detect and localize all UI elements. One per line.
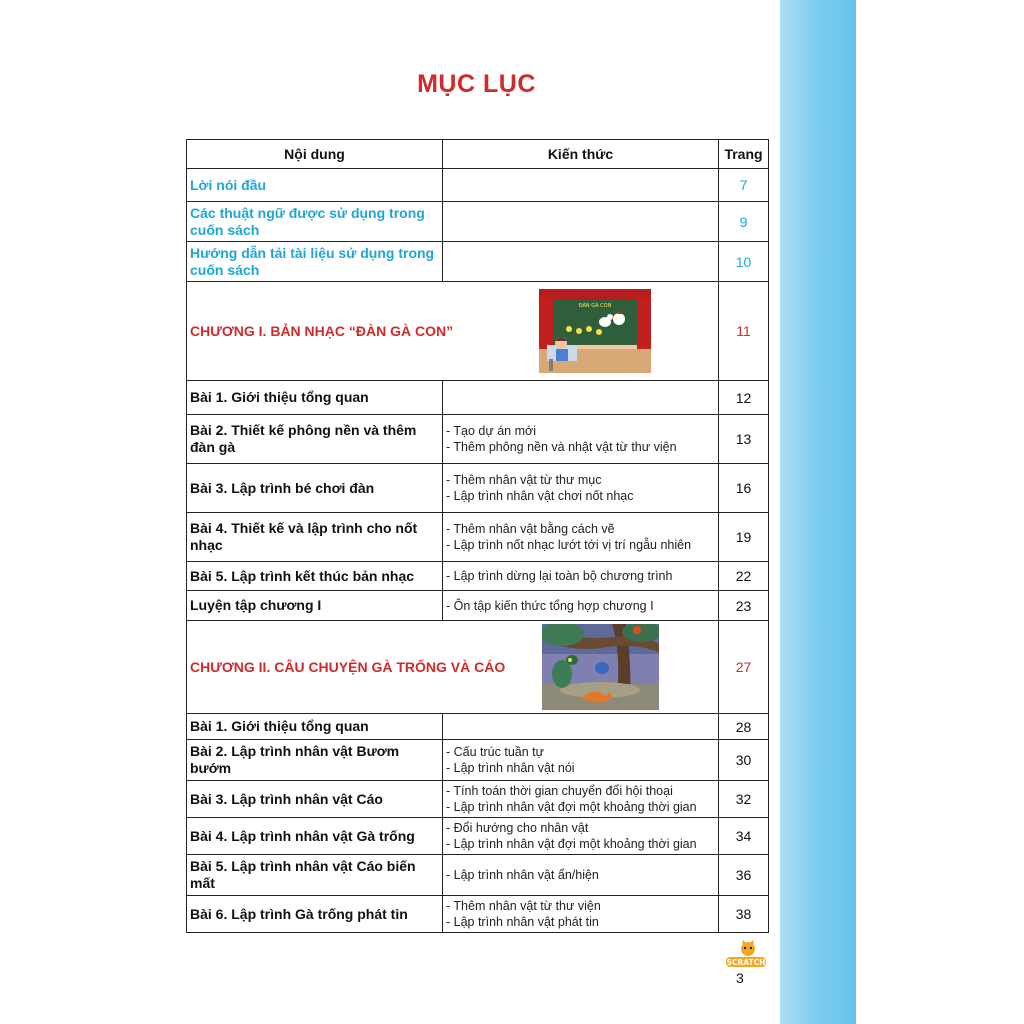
lesson-page[interactable]: 30 xyxy=(719,740,769,781)
lesson-page[interactable]: 36 xyxy=(719,855,769,896)
table-row[interactable] xyxy=(187,781,769,818)
table-row[interactable] xyxy=(187,740,769,781)
lesson-knowledge xyxy=(443,714,719,740)
knowledge-item: - Lập trình nhân vật ẩn/hiện xyxy=(446,868,599,882)
lesson-knowledge xyxy=(443,513,719,562)
knowledge-item: - Thêm nhân vật bằng cách vẽ xyxy=(446,522,615,536)
lesson-knowledge xyxy=(443,896,719,933)
front-page[interactable]: 9 xyxy=(719,202,769,242)
knowledge-item: - Thêm phông nền và nhật vật từ thư viện xyxy=(446,440,677,454)
knowledge-item: - Thêm nhân vật từ thư mục xyxy=(446,473,602,487)
lesson-page[interactable]: 13 xyxy=(719,415,769,464)
lesson-page[interactable]: 32 xyxy=(719,781,769,818)
lesson-knowledge xyxy=(443,562,719,591)
lesson-page[interactable]: 22 xyxy=(719,562,769,591)
front-knowledge xyxy=(443,242,719,282)
chapter-2-illustration xyxy=(542,624,659,710)
table-row-front-2[interactable] xyxy=(187,202,769,242)
toc-table xyxy=(186,139,769,933)
page-number: 3 xyxy=(736,970,744,986)
front-page[interactable]: 7 xyxy=(719,169,769,202)
lesson-knowledge xyxy=(443,464,719,513)
chapter-1-illustration xyxy=(539,289,651,373)
table-row[interactable] xyxy=(187,464,769,513)
knowledge-item: - Lập trình nhân vật đợi một khoảng thời gian xyxy=(446,837,697,851)
lesson-title[interactable]: Bài 5. Lập trình nhân vật Cáo biến mất xyxy=(187,855,443,896)
knowledge-item: - Lập trình dừng lại toàn bộ chương trình xyxy=(446,569,673,583)
lesson-knowledge xyxy=(443,855,719,896)
knowledge-item: - Lập trình nốt nhạc lướt tới vị trí ngẫu nhiên xyxy=(446,538,692,552)
table-row[interactable] xyxy=(187,714,769,740)
lesson-title[interactable]: Bài 4. Lập trình nhân vật Gà trống xyxy=(187,818,443,855)
table-row-front-3[interactable] xyxy=(187,242,769,282)
page-title: MỤC LỤC xyxy=(417,70,536,98)
chapter-1-title[interactable]: CHƯƠNG I. BẢN NHẠC “ĐÀN GÀ CON” xyxy=(190,323,454,339)
lesson-page[interactable]: 19 xyxy=(719,513,769,562)
knowledge-item: - Tính toán thời gian chuyển đổi hội thoại xyxy=(446,784,673,798)
table-row[interactable] xyxy=(187,381,769,415)
front-page[interactable]: 10 xyxy=(719,242,769,282)
knowledge-item: - Lập trình nhân vật phát tin xyxy=(446,915,599,929)
lesson-page[interactable]: 28 xyxy=(719,714,769,740)
chapter-2-page[interactable]: 27 xyxy=(719,621,769,714)
chapter-2-title[interactable]: CHƯƠNG II. CÂU CHUYỆN GÀ TRỐNG VÀ CÁO xyxy=(190,659,506,675)
chapter-1-page[interactable]: 11 xyxy=(719,282,769,381)
front-title[interactable]: Lời nói đầu xyxy=(187,169,443,202)
chapter-2-cell[interactable] xyxy=(187,621,719,714)
front-knowledge xyxy=(443,202,719,242)
table-row-front-1[interactable] xyxy=(187,169,769,202)
knowledge-item: - Lập trình nhân vật chơi nốt nhạc xyxy=(446,489,634,503)
lesson-title[interactable]: Bài 4. Thiết kế và lập trình cho nốt nhạc xyxy=(187,513,443,562)
lesson-page[interactable]: 23 xyxy=(719,591,769,621)
front-title[interactable]: Hướng dẫn tải tài liệu sử dụng trong cuốn sách xyxy=(187,242,443,282)
knowledge-item: - Thêm nhân vật từ thư viện xyxy=(446,899,601,913)
lesson-title[interactable]: Bài 1. Giới thiệu tổng quan xyxy=(187,381,443,415)
header-knowledge: Kiến thức xyxy=(443,140,719,169)
header-content: Nội dung xyxy=(187,140,443,169)
lesson-title[interactable]: Bài 3. Lập trình bé chơi đàn xyxy=(187,464,443,513)
lesson-title[interactable]: Luyện tập chương I xyxy=(187,591,443,621)
lesson-knowledge xyxy=(443,781,719,818)
table-row[interactable] xyxy=(187,513,769,562)
lesson-knowledge xyxy=(443,381,719,415)
table-row[interactable] xyxy=(187,855,769,896)
table-row[interactable] xyxy=(187,415,769,464)
lesson-title[interactable]: Bài 3. Lập trình nhân vật Cáo xyxy=(187,781,443,818)
lesson-page[interactable]: 34 xyxy=(719,818,769,855)
lesson-title[interactable]: Bài 6. Lập trình Gà trống phát tin xyxy=(187,896,443,933)
table-row-chapter-2[interactable] xyxy=(187,621,769,714)
table-row[interactable] xyxy=(187,562,769,591)
lesson-title[interactable]: Bài 2. Thiết kế phông nền và thêm đàn gà xyxy=(187,415,443,464)
front-title[interactable]: Các thuật ngữ được sử dụng trong cuốn sách xyxy=(187,202,443,242)
table-row[interactable] xyxy=(187,896,769,933)
knowledge-item: - Ôn tập kiến thức tổng hợp chương I xyxy=(446,598,654,613)
front-knowledge xyxy=(443,169,719,202)
lesson-knowledge xyxy=(443,818,719,855)
knowledge-item: - Cấu trúc tuần tự xyxy=(446,745,544,759)
logo-text: SCRATCH xyxy=(726,958,766,967)
lesson-knowledge xyxy=(443,740,719,781)
lesson-page[interactable]: 16 xyxy=(719,464,769,513)
lesson-title[interactable]: Bài 1. Giới thiệu tổng quan xyxy=(187,714,443,740)
lesson-knowledge xyxy=(443,415,719,464)
table-row[interactable] xyxy=(187,818,769,855)
chapter-1-cell[interactable] xyxy=(187,282,719,381)
knowledge-item: - Lập trình nhân vật đợi một khoảng thời gian xyxy=(446,800,697,814)
table-row-chapter-1[interactable] xyxy=(187,282,769,381)
header-page: Trang xyxy=(719,140,769,169)
lesson-page[interactable]: 38 xyxy=(719,896,769,933)
lesson-page[interactable]: 12 xyxy=(719,381,769,415)
side-color-band xyxy=(780,0,856,1024)
knowledge-item: - Tạo dự án mới xyxy=(446,424,536,438)
table-header-row xyxy=(187,140,769,169)
knowledge-item: - Đổi hướng cho nhân vật xyxy=(446,821,589,835)
lesson-title[interactable]: Bài 5. Lập trình kết thúc bản nhạc xyxy=(187,562,443,591)
knowledge-item: - Lập trình nhân vật nói xyxy=(446,761,575,775)
lesson-knowledge xyxy=(443,591,719,621)
illustration-caption: ĐÀN GÀ CON xyxy=(578,303,612,309)
table-row[interactable] xyxy=(187,591,769,621)
lesson-title[interactable]: Bài 2. Lập trình nhân vật Bươm bướm xyxy=(187,740,443,781)
scratch-logo xyxy=(724,940,768,970)
